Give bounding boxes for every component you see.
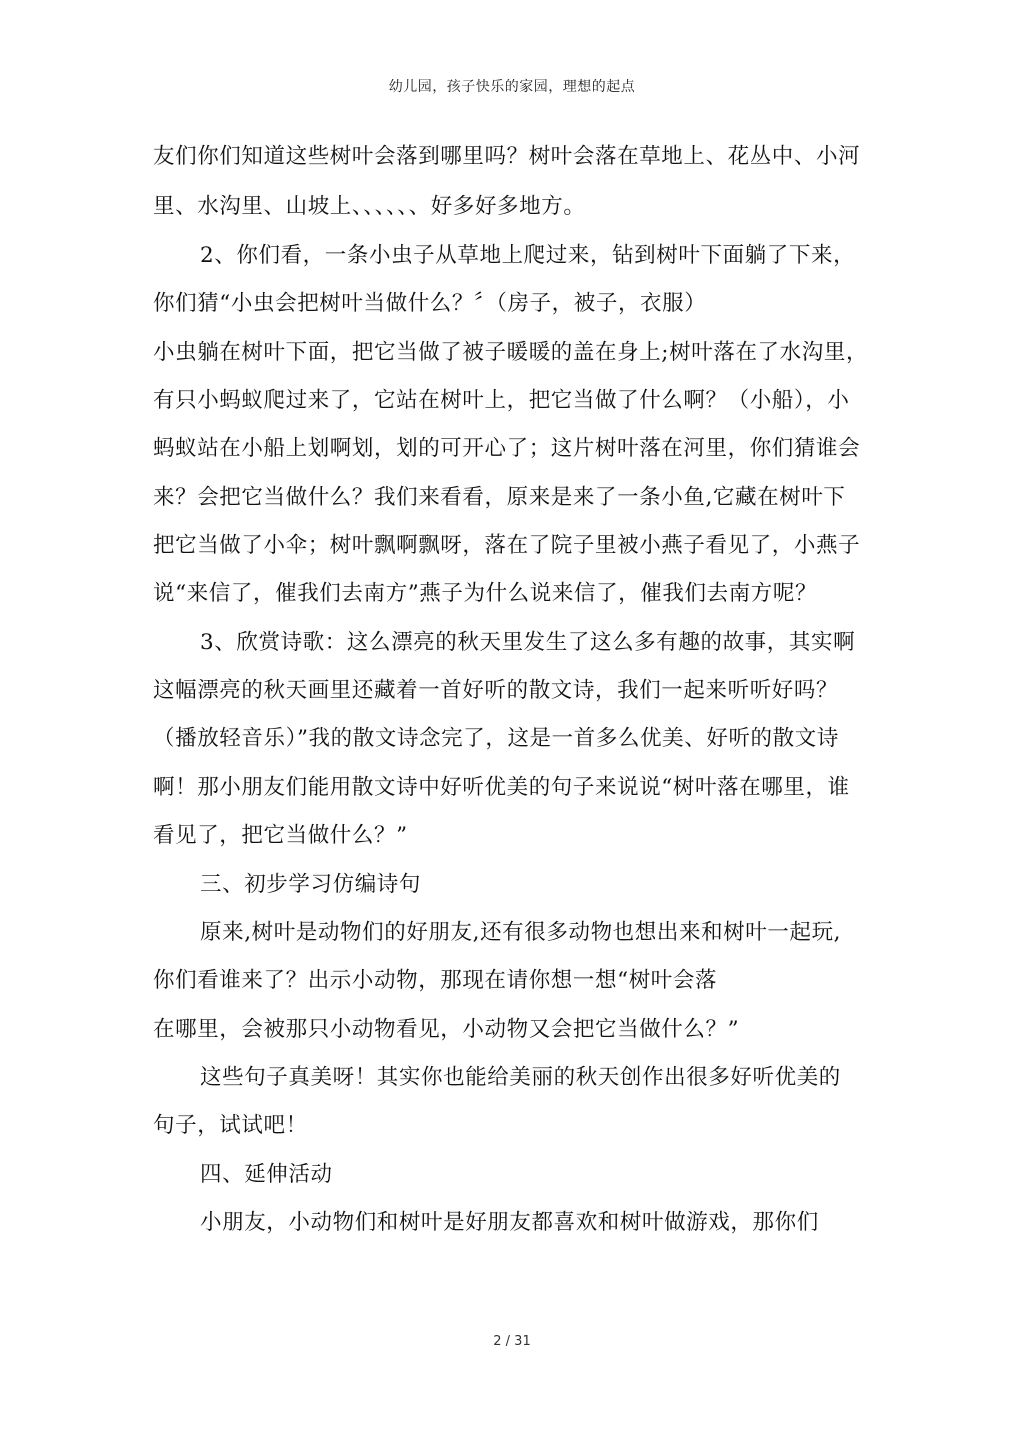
text-line: 这幅漂亮的秋天画里还藏着一首好听的散文诗，我们一起来听听好吗？ bbox=[153, 678, 839, 703]
text-line: 你们看谁来了？出示小动物，那现在请你想一想“树叶会落 bbox=[153, 968, 718, 993]
section-heading: 四、延伸活动 bbox=[200, 1162, 333, 1187]
text-line: 有只小蚂蚁爬过来了，它站在树叶上，把它当做了什么啊？（小船），小 bbox=[153, 388, 850, 413]
text-line: 蚂蚁站在小船上划啊划，划的可开心了；这片树叶落在河里，你们猜谁会 bbox=[153, 436, 861, 461]
text-line: 你们猜“小虫会把树叶当做什么？〞（房子，被子，衣服） bbox=[153, 291, 707, 316]
text-line: 友们你们知道这些树叶会落到哪里吗？树叶会落在草地上、花丛中、小河 bbox=[153, 144, 861, 169]
text-line: 把它当做了小伞；树叶飘啊飘呀，落在了院子里被小燕子看见了，小燕子 bbox=[153, 533, 861, 558]
page-number: 2 / 31 bbox=[493, 1334, 531, 1349]
text-line: 句子，试试吧！ bbox=[153, 1113, 308, 1138]
text-line: 看见了，把它当做什么？” bbox=[153, 823, 408, 848]
section-heading: 三、初步学习仿编诗句 bbox=[200, 872, 422, 897]
text-line: 里、水沟里、山坡上、、、、、、好多好多地方。 bbox=[153, 194, 586, 219]
text-line: （播放轻音乐）”我的散文诗念完了，这是一首多么优美、好听的散文诗 bbox=[153, 726, 839, 751]
text-line: 原来,树叶是动物们的好朋友,还有很多动物也想出来和树叶一起玩, bbox=[200, 920, 842, 945]
text-line: 在哪里，会被那只小动物看见，小动物又会把它当做什么？” bbox=[153, 1017, 740, 1042]
text-line: 3、欣赏诗歌：这么漂亮的秋天里发生了这么多有趣的故事，其实啊 bbox=[200, 630, 856, 655]
text-line: 2、你们看，一条小虫子从草地上爬过来，钻到树叶下面躺了下来， bbox=[200, 243, 856, 268]
text-line: 来？会把它当做什么？我们来看看，原来是来了一条小鱼,它藏在树叶下 bbox=[153, 485, 846, 510]
text-line: 说“来信了，催我们去南方”燕子为什么说来信了，催我们去南方呢？ bbox=[153, 581, 818, 606]
text-line: 小虫躺在树叶下面，把它当做了被子暖暖的盖在身上;树叶落在了水沟里， bbox=[153, 340, 869, 365]
text-line: 这些句子真美呀！其实你也能给美丽的秋天创作出很多好听优美的 bbox=[200, 1065, 841, 1090]
text-line: 啊！那小朋友们能用散文诗中好听优美的句子来说说“树叶落在哪里，谁 bbox=[153, 775, 850, 800]
page-header: 幼儿园，孩子快乐的家园，理想的起点 bbox=[388, 79, 636, 95]
text-line: 小朋友，小动物们和树叶是好朋友都喜欢和树叶做游戏，那你们 bbox=[200, 1210, 819, 1235]
